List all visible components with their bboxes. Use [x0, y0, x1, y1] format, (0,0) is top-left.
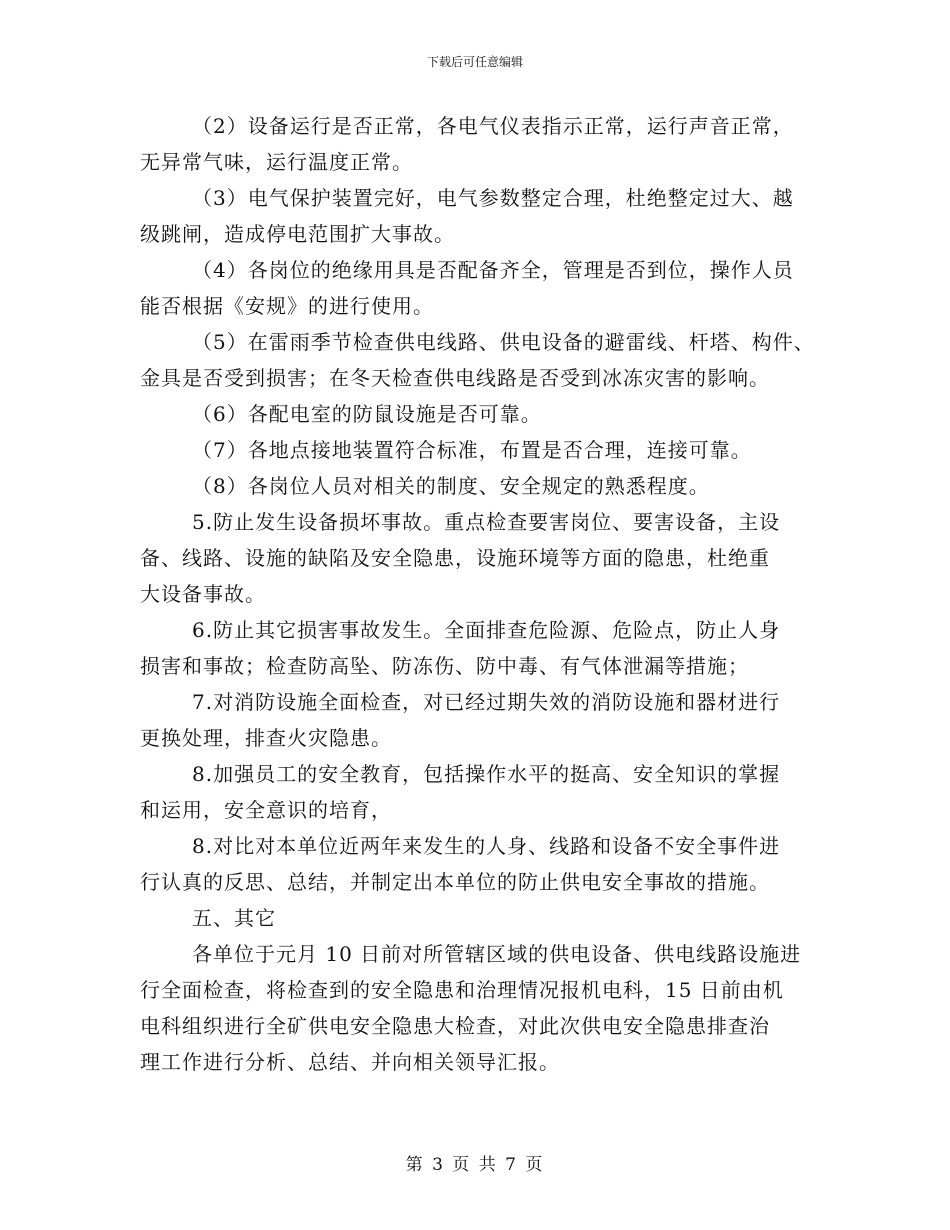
text-line: 8.加强员工的安全教育，包括操作水平的挺高、安全知识的掌握: [192, 762, 781, 786]
text-line: （2）设备运行是否正常，各电气仪表指示正常，运行声音正常，: [192, 114, 794, 138]
text-line: 无异常气味，运行温度正常。: [140, 150, 413, 174]
page-footer: 第 3 页 共 7 页: [405, 1155, 545, 1175]
text-line: 8.对比对本单位近两年来发生的人身、线路和设备不安全事件进: [192, 834, 781, 858]
text-line: 损害和事故；检查防高坠、防冻伤、防中毒、有气体泄漏等措施；: [140, 654, 749, 678]
text-line: 级跳闸，造成停电范围扩大事故。: [140, 222, 455, 246]
text-line: 7.对消防设施全面检查，对已经过期失效的消防设施和器材进行: [192, 690, 781, 714]
text-line: 行全面检查，将检查到的安全隐患和治理情况报机电科，15 日前由机: [140, 978, 784, 1002]
text-line: 5.防止发生设备损坏事故。重点检查要害岗位、要害设备，主设: [192, 510, 781, 534]
text-line: 和运用，安全意识的培育，: [140, 798, 392, 822]
text-line: 理工作进行分析、总结、并向相关领导汇报。: [140, 1050, 560, 1074]
text-line: （8）各岗位人员对相关的制度、安全规定的熟悉程度。: [192, 474, 710, 498]
document-body: [140, 108, 820, 1080]
text-line: 备、线路、设施的缺陷及安全隐患，设施环境等方面的隐患，杜绝重: [140, 546, 770, 570]
section-heading: 五、其它: [192, 906, 276, 930]
text-line: 能否根据《安规》的进行使用。: [140, 294, 434, 318]
text-line: （5）在雷雨季节检查供电线路、供电设备的避雷线、杆塔、构件、: [192, 330, 815, 354]
text-line: 各单位于元月 10 日前对所管辖区域的供电设备、供电线路设施进: [192, 942, 802, 966]
text-line: （6）各配电室的防鼠设施是否可靠。: [192, 402, 542, 426]
text-line: 行认真的反思、总结，并制定出本单位的防止供电安全事故的措施。: [140, 870, 770, 894]
text-line: 电科组织进行全矿供电安全隐患大检查，对此次供电安全隐患排查治: [140, 1014, 770, 1038]
text-line: （3）电气保护装置完好，电气参数整定合理，杜绝整定过大、越: [192, 186, 794, 210]
text-line: （7）各地点接地装置符合标准，布置是否合理，连接可靠。: [192, 438, 752, 462]
text-line: 金具是否受到损害；在冬天检查供电线路是否受到冰冻灾害的影响。: [140, 366, 770, 390]
text-line: （4）各岗位的绝缘用具是否配备齐全，管理是否到位，操作人员: [192, 258, 794, 282]
text-line: 大设备事故。: [140, 582, 266, 606]
text-line: 更换处理，排查火灾隐患。: [140, 726, 392, 750]
page-header: 下载后可任意编辑: [426, 55, 523, 69]
text-line: 6.防止其它损害事故发生。全面排查危险源、危险点，防止人身: [192, 618, 781, 642]
